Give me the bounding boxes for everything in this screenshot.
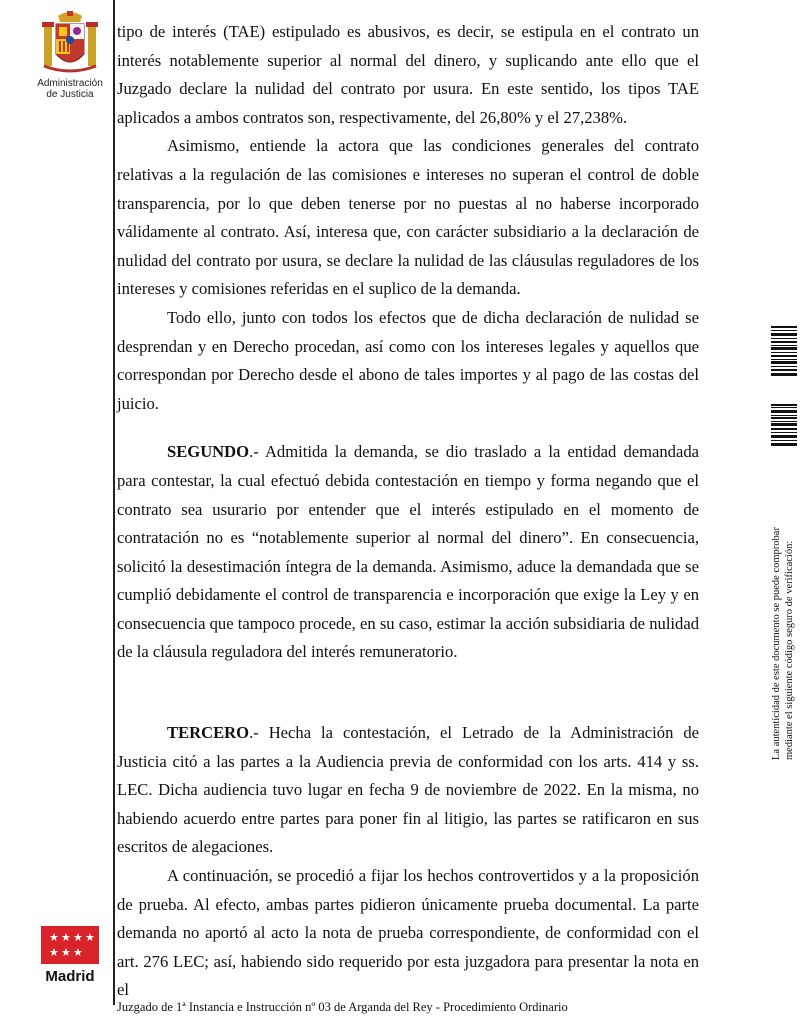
tercero-continuation: A continuación, se procedió a fijar los hechos controvertidos y a la proposición de prueba. Al efecto, ambas partes pidieron únicamente prueba documental. La parte demanda no aportó al acto la nota de prueba correspondiente, de conformidad con el art. 276 LEC; así, habiendo sido requerido por esta juzgadora para presentar la nota en el <box>117 866 699 1000</box>
segundo-text: .- Admitida la demanda, se dio traslado a la entidad demandada para contestar, la cual efectuó debida contestación en tiempo y forma negando que el contrato sea usurario por entender que el interés estipulado en el momento de contratación no es “notablemente superior al normal del dinero”. En consecuencia, solicitó la desestimación íntegra de la demanda. Asimismo, aduce la demandada que se cumplió debidamente el control de transparencia e incorporación que exige la Ley y en consecuencia que tampoco procede, en su caso, estimar la acción subsidiaria de nulidad de la cláusula reguladora del interés remuneratorio. <box>117 442 699 662</box>
document-body <box>117 18 699 1005</box>
barcode-top-icon <box>771 326 797 381</box>
madrid-label: Madrid <box>45 968 95 985</box>
logo-caption <box>30 78 110 100</box>
verification-note <box>770 527 796 760</box>
margin-rule <box>113 0 115 1005</box>
page-footer: Juzgado de 1ª Instancia e Instrucción nº 03 de Arganda del Rey - Procedimiento Ordinario <box>117 1000 568 1014</box>
barcode-bottom-icon <box>771 404 797 451</box>
madrid-flag-icon: ★ ★ ★ ★ ★ ★ ★ <box>41 926 99 964</box>
tercero-text: .- Hecha la contestación, el Letrado de la Administración de Justicia citó a las partes a la Audiencia previa de conformidad con los arts. 414 y ss. LEC. Dicha audiencia tuvo lugar en fecha 9 de noviembre de 2022. En la misma, no habiendo acuerdo entre partes para poner fin al litigio, las partes se ratificaron en sus escritos de alegaciones. <box>117 723 699 857</box>
administracion-justicia-logo <box>30 10 110 100</box>
comunidad-madrid-logo <box>38 926 102 985</box>
paragraph-3: Todo ello, junto con todos los efectos que de dicha declaración de nulidad se desprendan y en Derecho procedan, así como con los intereses legales y aquellos que correspondan por Derecho desde el abono de tales importes y al pago de las costas del juicio. <box>117 307 699 413</box>
paragraph-2: Asimismo, entiende la actora que las condiciones generales del contrato relativas a la regulación de las comisiones e intereses no superan el control de doble transparencia, por lo que deben tenerse por no puestas al no haberse incorporado válidamente al contrato. Así, interesa que, con carácter subsidiario a la declaración de nulidad del contrato por usura, se declare la nulidad de las cláusulas reguladores de los intereses y comisiones referidas en el suplico de la demanda. <box>117 136 699 299</box>
segundo-paragraph <box>117 438 699 667</box>
paragraph-1: tipo de interés (TAE) estipulado es abusivos, es decir, se estipula en el contrato un interés notablemente superior al normal del dinero, y suplicando ante ello que el Juzgado declare la nulidad del contrato por usura. En este sentido, los tipos TAE aplicados a ambos contratos son, respectivamente, del 26,80% y el 27,238%. <box>117 22 699 127</box>
segundo-heading: SEGUNDO <box>167 442 250 462</box>
tercero-heading: TERCERO <box>167 723 250 743</box>
verification-note-line-2: mediante el siguiente código seguro de verificación: <box>784 540 795 760</box>
logo-caption-line-1: Administración <box>37 78 103 89</box>
verification-note-line-1: La autenticidad de este documento se puede comprobar <box>771 527 782 760</box>
tercero-paragraph <box>117 719 699 862</box>
logo-caption-line-2: de Justicia <box>46 89 94 100</box>
coat-of-arms-icon <box>40 10 100 76</box>
